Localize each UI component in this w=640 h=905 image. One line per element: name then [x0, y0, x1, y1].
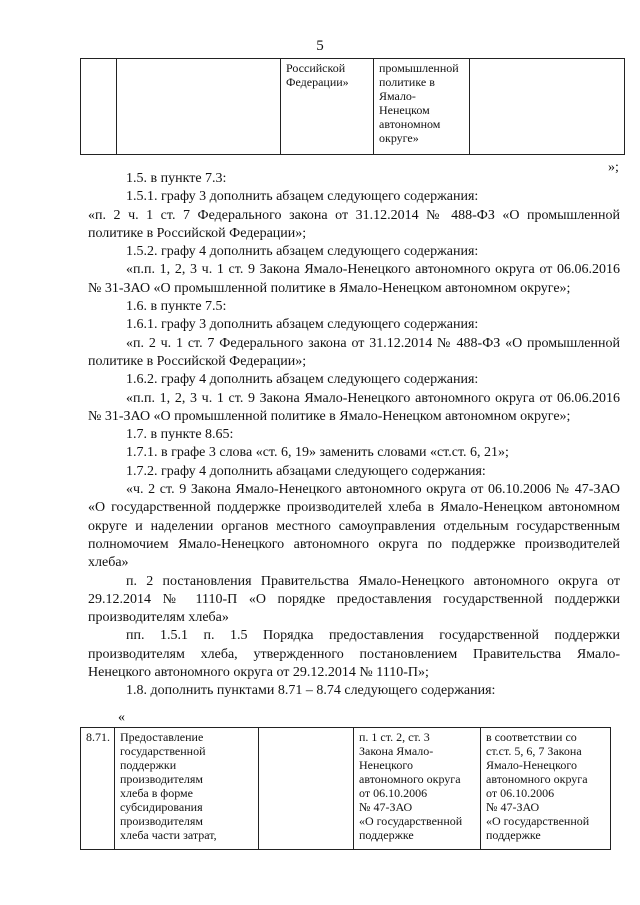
cell-line: округе» — [379, 131, 419, 145]
cell-line: хлеба в форме — [120, 786, 193, 800]
paragraph: «п. 2 ч. 1 ст. 7 Федерального закона от 31.12.2014 № 488-ФЗ «О промышленной политике в Российской Федерации»; — [88, 335, 620, 369]
cell-line: от 06.10.2006 — [359, 786, 428, 800]
paragraph: 1.8. дополнить пунктами 8.71 – 8.74 следующего содержания: — [126, 683, 496, 699]
opening-quote: « — [118, 710, 125, 725]
closing-quote: »; — [608, 160, 619, 175]
paragraph: пп. 1.5.1 п. 1.5 Порядка предоставления государственной поддержки производителям хлеба, утвержденного постановлением Правительства Ямало-Ненецкого автономного округа от 29.12.2014 № 1110-П»; — [88, 628, 620, 681]
new-table-row — [80, 727, 611, 850]
table-cell-empty — [259, 728, 354, 850]
cell-line: Предоставление — [120, 730, 204, 744]
paragraph: «п.п. 1, 2, 3 ч. 1 ст. 9 Закона Ямало-Ненецкого автономного округа от 06.06.2016 № 31-ЗАО «О промышленной политике в Ямало-Ненецком автономном округе»; — [88, 262, 620, 296]
cell-line: производителям — [120, 772, 204, 786]
cell-line: Закона Ямало- — [359, 744, 434, 758]
cell-line: политике в — [379, 75, 435, 89]
table-cell-description — [117, 59, 281, 155]
table-cell-regional-law — [354, 728, 481, 850]
table-cell-number — [81, 59, 117, 155]
cell-line: производителям — [120, 814, 204, 828]
cell-line: государственной — [120, 744, 206, 758]
cell-line: № 47-ЗАО — [486, 800, 540, 814]
paragraph: п. 2 постановления Правительства Ямало-Ненецкого автономного округа от 29.12.2014 № 1110-П «О порядке предоставления государственной поддержки производителям хлеба» — [88, 573, 620, 626]
cell-line: Федерации» — [286, 75, 349, 89]
cell-line: Ненецкого — [359, 758, 414, 772]
cell-line: автономном — [379, 117, 441, 131]
paragraph: 1.5.2. графу 4 дополнить абзацем следующего содержания: — [126, 244, 479, 260]
paragraph: «ч. 2 ст. 9 Закона Ямало-Ненецкого автономного округа от 06.10.2006 № 47-ЗАО «О государственной поддержке производителей хлеба в Ямало-Ненецком автономном округе и наделении органов местного самоуправления отдельным государственным полномочием Ямало-Ненецкого автономного округа по поддержке производителей хлеба» — [88, 482, 620, 571]
cell-line: поддержке — [359, 828, 414, 842]
cell-line: «О государственной — [359, 814, 463, 828]
cell-line: автономного округа — [486, 772, 588, 786]
table-cell-basis — [481, 728, 611, 850]
table-cell-number: 8.71. — [81, 728, 115, 850]
cell-line: автономного округа — [359, 772, 461, 786]
paragraph: 1.7.1. в графе 3 слова «ст. 6, 19» заменить словами «ст.ст. 6, 21»; — [126, 445, 509, 461]
amendment-text — [88, 170, 620, 701]
paragraph: 1.5. в пункте 7.3: — [126, 171, 227, 186]
table-cell-federal-law — [281, 59, 374, 155]
paragraph: 1.7. в пункте 8.65: — [126, 427, 234, 443]
paragraph: 1.6.1. графу 3 дополнить абзацем следующего содержания: — [126, 317, 479, 333]
cell-line: в соответствии со — [486, 730, 577, 744]
cell-line: поддержке — [486, 828, 541, 842]
paragraph: 1.5.1. графу 3 дополнить абзацем следующего содержания: — [126, 189, 479, 205]
cell-line: от 06.10.2006 — [486, 786, 555, 800]
table-cell-extra — [470, 59, 625, 155]
paragraph: «п. 2 ч. 1 ст. 7 Федерального закона от 31.12.2014 № 488-ФЗ «О промышленной политике в Российской Федерации»; — [88, 207, 620, 241]
cell-line: поддержки — [120, 758, 177, 772]
table-cell-regional-law — [374, 59, 470, 155]
cell-line: Ямало- — [379, 89, 416, 103]
table-cell-description — [115, 728, 259, 850]
cell-line: Ямало-Ненецкого — [486, 758, 577, 772]
cell-line: «О государственной — [486, 814, 590, 828]
cell-line: Ненецком — [379, 103, 430, 117]
cell-line: промышленной — [379, 61, 459, 75]
cell-line: хлеба части затрат, — [120, 828, 217, 842]
cell-line: п. 1 ст. 2, ст. 3 — [359, 730, 430, 744]
continued-table-row — [80, 58, 625, 155]
cell-line: субсидирования — [120, 800, 203, 814]
paragraph: 1.7.2. графу 4 дополнить абзацами следующего содержания: — [126, 463, 486, 479]
paragraph: 1.6. в пункте 7.5: — [126, 299, 227, 315]
cell-line: № 47-ЗАО — [359, 800, 413, 814]
cell-line: Российской — [286, 61, 346, 75]
paragraph: 1.6.2. графу 4 дополнить абзацем следующего содержания: — [126, 372, 479, 388]
paragraph: «п.п. 1, 2, 3 ч. 1 ст. 9 Закона Ямало-Ненецкого автономного округа от 06.06.2016 № 31-ЗАО «О промышленной политике в Ямало-Ненецком автономном округе»; — [88, 390, 620, 424]
page-number: 5 — [316, 38, 324, 54]
cell-line: ст.ст. 5, 6, 7 Закона — [486, 744, 582, 758]
